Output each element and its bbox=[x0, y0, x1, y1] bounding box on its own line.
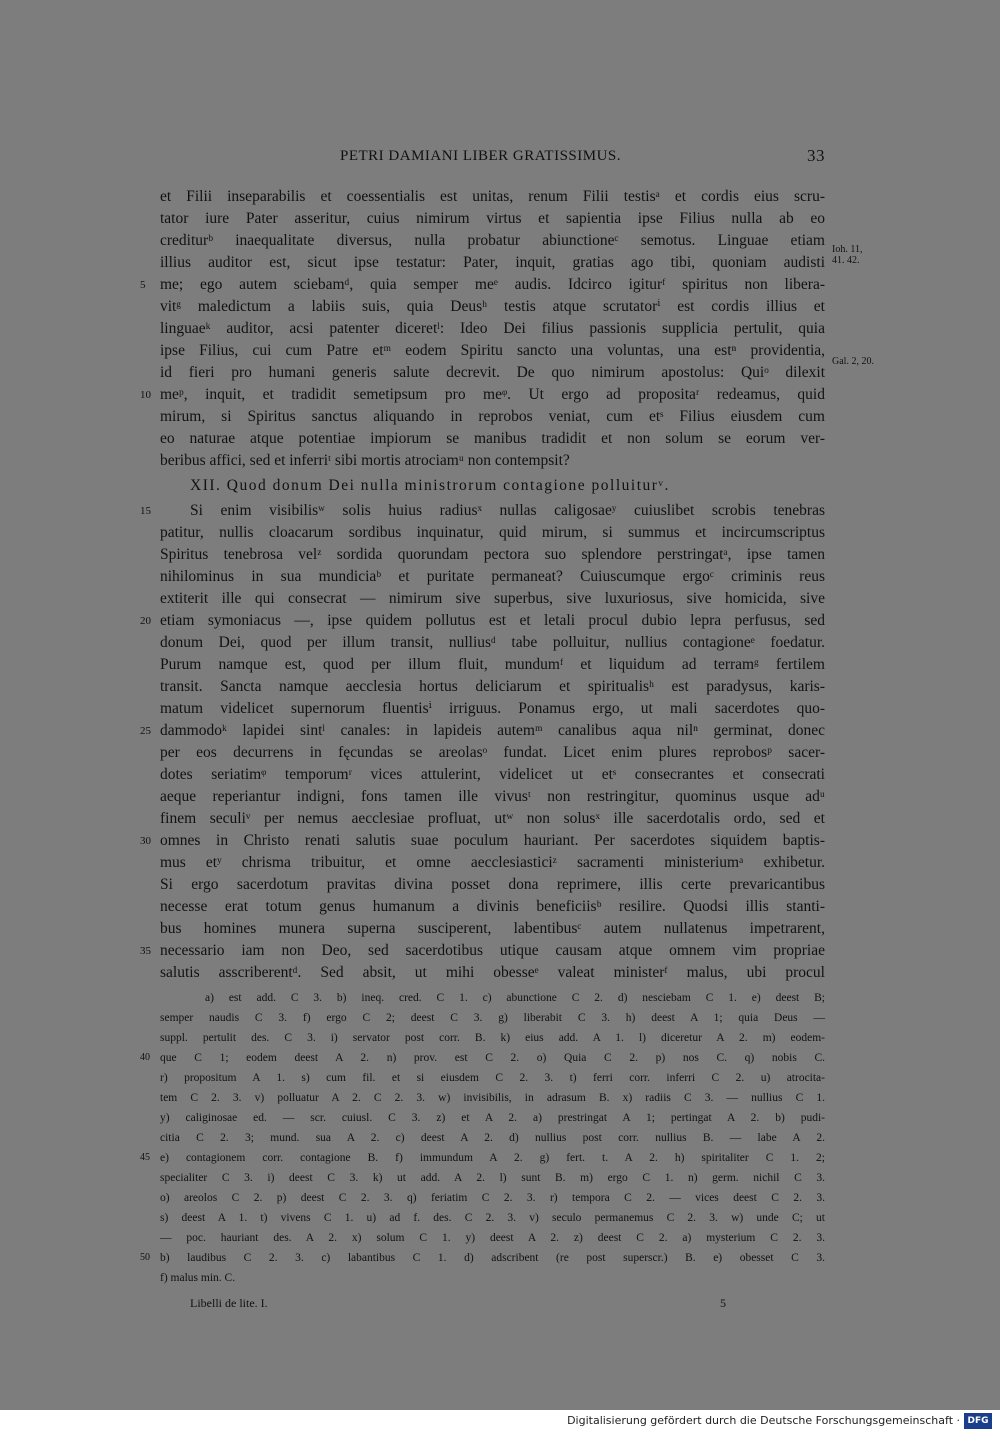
footnote-line-number: 50 bbox=[140, 1252, 150, 1263]
line-number: 20 bbox=[140, 615, 151, 627]
footnote-line: e) contagionem corr. contagione B. f) immundum A 2. g) fert. t. A 2. h) spiritaliter C 1. 2; bbox=[160, 1152, 825, 1164]
body-line: ipse Filius, cui cum Patre etᵐ eodem Spiritu sancto una voluntas, una estⁿ providentia, bbox=[160, 342, 825, 359]
body-line: illius auditor est, sicut ipse testatur: Pater, inquit, gratias ago tibi, quoniam audisti bbox=[160, 254, 825, 271]
body-line: donum Dei, quod per illum transit, nulliusᵈ tabe polluitur, nullius contagioneᵉ foedatur. bbox=[160, 634, 825, 651]
body-line: bus homines munera superna susciperent, labentibusᶜ autem nullatenus impetrarent, bbox=[160, 920, 825, 937]
header-title: PETRI DAMIANI LIBER GRATISSIMUS. bbox=[340, 148, 622, 164]
line-number: 30 bbox=[140, 835, 151, 847]
body-line: etiam symoniacus —, ipse quidem pollutus est et letali procul dubio lepra perfusus, sed bbox=[160, 612, 825, 629]
body-line: finem seculiᵛ per nemus aecclesiae profluat, utʷ non solusˣ ille sacerdotalis ordo, sed et bbox=[160, 810, 825, 827]
body-line: linguaeᵏ auditor, acsi patenter diceretˡ: Ideo Dei filius passionis supplicia pertulit, quia bbox=[160, 320, 825, 337]
footnote-line: semper naudis C 3. f) ergo C 2; deest C 3. g) liberabit C 3. h) deest A 1; quia Deus — bbox=[160, 1012, 825, 1024]
body-line: me; ego autem sciebamᵈ, quia semper meᵉ audis. Idcirco igiturᶠ spiritus non libera- bbox=[160, 276, 825, 293]
margin-note-ioh: Ioh. 11, 41. 42. bbox=[832, 244, 863, 266]
footnote-line: — poc. hauriant des. A 2. x) solum C 1. y) deest A 2. z) deest C 2. a) mysterium C 2. 3. bbox=[160, 1232, 825, 1244]
body-line: Purum namque est, quod per illum fluit, mundumᶠ et liquidum ad terramᵍ fertilem bbox=[160, 656, 825, 673]
body-line: necessario iam non Deo, sed sacerdotibus utique causam atque omnem vim propriae bbox=[160, 942, 825, 959]
body-line: patitur, nullis cloacarum sordibus inquinatur, quid mirum, si summus et incircumscriptus bbox=[160, 524, 825, 541]
line-number: 5 bbox=[140, 279, 146, 291]
body-line: dammodoᵏ lapidei sintˡ canales: in lapideis autemᵐ canalibus aqua nilⁿ germinat, donec bbox=[160, 722, 825, 739]
footnote-line: que C 1; eodem deest A 2. n) prov. est C 2. o) Quia C 2. p) nos C. q) nobis C. bbox=[160, 1052, 825, 1064]
body-line: tator iure Pater asseritur, cuius nimirum virtus et sapientia ipse Filius nulla ab eo bbox=[160, 210, 825, 227]
body-line: nihilominus in sua mundiciaᵇ et puritate permaneat? Cuiuscumque ergoᶜ criminis reus bbox=[160, 568, 825, 585]
footnote-line: y) caliginosae ed. — scr. cuiusl. C 3. z) et A 2. a) prestringat A 1; pertingat A 2. b) pudi- bbox=[160, 1112, 825, 1124]
dfg-logo-icon: DFG bbox=[964, 1413, 992, 1429]
footnote-line: suppl. pertulit des. C 3. i) servator post corr. B. k) eius add. A 1. l) diceretur A 2. m) eodem- bbox=[160, 1032, 825, 1044]
line-number: 25 bbox=[140, 725, 151, 737]
section-heading: XII. Quod donum Dei nulla ministrorum contagione polluiturᵛ. bbox=[190, 477, 670, 494]
body-line: aeque reperiantur indigni, fons tamen ille vivusᵗ non restringitur, quominus usque adᵘ bbox=[160, 788, 825, 805]
footnote-line: tem C 2. 3. v) polluatur A 2. C 2. 3. w) invisibilis, in adrasum B. x) radiis C 3. — nullius C 1. bbox=[160, 1092, 825, 1104]
body-line: extiterit ille qui consecrat — nimirum sive superbus, sive luxuriosus, sive homicida, sive bbox=[160, 590, 825, 607]
footer-sheet-number: 5 bbox=[720, 1296, 726, 1310]
body-line: dotes seriatimᵠ temporumʳ vices attulerint, videlicet ut etˢ consecrantes et consecrati bbox=[160, 766, 825, 783]
footnote-line: s) deest A 1. t) vivens C 1. u) ad f. des. C 2. 3. v) seculo permanemus C 2. 3. w) unde C; ut bbox=[160, 1212, 825, 1224]
body-line: matum videlicet supernorum fluentisⁱ irriguus. Ponamus ergo, ut mali sacerdotes quo- bbox=[160, 700, 825, 717]
footnote-line: citia C 2. 3; mund. sua A 2. c) deest A 2. d) nullius post corr. nullius B. — labe A 2. bbox=[160, 1132, 825, 1144]
body-line: necesse erat totum genus humanum a divinis beneficiisᵇ resilire. Quodsi illis stanti- bbox=[160, 898, 825, 915]
body-line: et Filii inseparabilis et coessentialis est unitas, renum Filii testisᵃ et cordis eius scru- bbox=[160, 188, 825, 205]
body-line: vitᵍ maledictum a labiis suis, quia Deusʰ testis atque scrutatorⁱ est cordis illius et bbox=[160, 298, 825, 315]
footnote-line: b) laudibus C 2. 3. c) labantibus C 1. d) adscribent (re post superscr.) B. e) obesset C 3. bbox=[160, 1252, 825, 1264]
body-line: id fieri pro humani generis salute decrevit. De quo nimirum apostolus: Quiᵒ dilexit bbox=[160, 364, 825, 381]
line-number: 10 bbox=[140, 389, 151, 401]
body-line: Si ergo sacerdotum pravitas divina posset dona reprimere, illis certe prevaricantibus bbox=[160, 876, 825, 893]
body-line: omnes in Christo renati salutis suae poculum hauriant. Per sacerdotes siquidem baptis- bbox=[160, 832, 825, 849]
body-line: Si enim visibilisʷ solis huius radiusˣ nullas caligosaeʸ cuiuslibet scrobis tenebras bbox=[190, 502, 825, 519]
footnote-line: r) propositum A 1. s) cum fil. et si eiusdem C 2. 3. t) ferri corr. inferri C 2. u) atrocita- bbox=[160, 1072, 825, 1084]
margin-note-gal: Gal. 2, 20. bbox=[832, 356, 874, 367]
body-line: crediturᵇ inaequalitate diversus, nulla probatur abiunctioneᶜ semotus. Linguae etiam bbox=[160, 232, 825, 249]
line-number: 35 bbox=[140, 945, 151, 957]
body-line: per eos decurrens in fęcundas se areolasᵒ fundat. Licet enim plures reprobosᵖ sacer- bbox=[160, 744, 825, 761]
body-line: salutis asscriberentᵈ. Sed absit, ut mihi obesseᵉ valeat ministerᶠ malus, ubi procul bbox=[160, 964, 825, 981]
running-header bbox=[160, 148, 825, 170]
line-number: 15 bbox=[140, 505, 151, 517]
footnote-line: o) areolos C 2. p) deest C 2. 3. q) feriatim C 2. 3. r) tempora C 2. — vices deest C 2. 3. bbox=[160, 1192, 825, 1204]
footnote-line: specialiter C 3. i) deest C 3. k) ut add. A 2. l) sunt B. m) ergo C 1. n) germ. nichil C 3. bbox=[160, 1172, 825, 1184]
body-line: transit. Sancta namque aecclesia hortus deliciarum et spiritualisʰ est paradysus, karis- bbox=[160, 678, 825, 695]
footnote-line-number: 40 bbox=[140, 1052, 150, 1063]
body-line: mus etʸ chrisma tribuitur, et omne aecclesiasticiᶻ sacramenti ministeriumᵃ exhibetur. bbox=[160, 854, 825, 871]
footer-signature: Libelli de lite. I. bbox=[190, 1296, 268, 1310]
footnote-line: a) est add. C 3. b) ineq. cred. C 1. c) abunctione C 2. d) nesciebam C 1. e) deest B; bbox=[205, 992, 825, 1004]
body-line: beribus affici, sed et inferriᵗ sibi mortis atrociamᵘ non contempsit? bbox=[160, 452, 570, 469]
digitization-credit: Digitalisierung gefördert durch die Deutsche Forschungsgemeinschaft · bbox=[567, 1414, 960, 1427]
digitization-bar bbox=[0, 1410, 1000, 1434]
body-line: Spiritus tenebrosa velᶻ sordida quorundam pectora suo splendore perstringatᵃ, ipse tamen bbox=[160, 546, 825, 563]
body-line: eo naturae atque potentiae impiorum se manibus tradidit et non solum se eorum ver- bbox=[160, 430, 825, 447]
page-number: 33 bbox=[807, 146, 825, 165]
body-line: meᵖ, inquit, et tradidit semetipsum pro meᵠ. Ut ergo ad propositaʳ redeamus, quid bbox=[160, 386, 825, 403]
footnote-line: f) malus min. C. bbox=[160, 1272, 236, 1284]
body-line: mirum, si Spiritus sanctus aliquando in reprobos veniat, cum etˢ Filius eiusdem cum bbox=[160, 408, 825, 425]
footnote-line-number: 45 bbox=[140, 1152, 150, 1163]
